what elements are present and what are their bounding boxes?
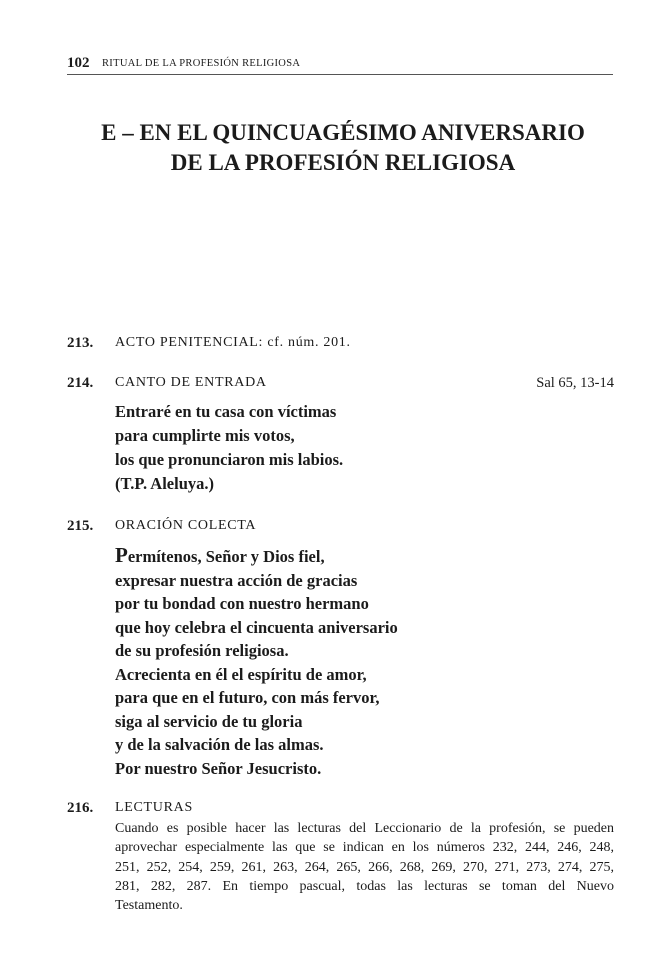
section-number-216: 216. bbox=[67, 800, 94, 816]
prayer-line: siga al servicio de tu gloria bbox=[115, 711, 303, 731]
prayer-line: de su profesión religiosa. bbox=[115, 641, 289, 660]
prayer-line: expresar nuestra acción de gracias bbox=[115, 570, 358, 590]
paragraph-line: 251, 252, 254, 259, 261, 263, 264, 265, 266, 268, 269, 270, 271, 273, 274, 275, bbox=[115, 859, 614, 875]
prayer-line: Acrecienta en él el espíritu de amor, bbox=[115, 664, 367, 684]
header-rule bbox=[67, 74, 613, 75]
section-number-215: 215. bbox=[67, 518, 94, 534]
paragraph-line: 281, 282, 287. En tiempo pascual, todas las lecturas se toman del Nuevo bbox=[115, 878, 614, 894]
psalm-reference: Sal 65, 13-14 bbox=[536, 375, 614, 391]
paragraph-line: Testamento. bbox=[115, 898, 183, 914]
prayer-line: y de la salvación de las almas. bbox=[115, 735, 324, 754]
entrance-antiphon bbox=[115, 400, 343, 496]
section-heading-215: ORACIÓN COLECTA bbox=[115, 518, 257, 533]
section-heading-216: LECTURAS bbox=[115, 800, 193, 815]
paragraph-line: aprovechar especialmente las que se indican en los números 232, 244, 246, 248, bbox=[115, 840, 614, 856]
section-heading-213: ACTO PENITENCIAL: cf. núm. 201. bbox=[115, 335, 351, 350]
antiphon-line: para cumplirte mis votos, bbox=[115, 426, 295, 445]
paragraph-line: Cuando es posible hacer las lecturas del Leccionario de la profesión, se pueden bbox=[115, 821, 614, 836]
prayer-line: para que en el futuro, con más fervor, bbox=[115, 688, 380, 707]
prayer-line: por tu bondad con nuestro hermano bbox=[115, 594, 369, 613]
antiphon-line: (T.P. Aleluya.) bbox=[115, 474, 215, 493]
chapter-title-line-2: DE LA PROFESIÓN RELIGIOSA bbox=[170, 150, 516, 175]
section-number-213: 213. bbox=[67, 335, 94, 351]
prayer-line: que hoy celebra el cincuenta aniversario bbox=[115, 617, 398, 637]
chapter-title-line-1: E – EN EL QUINCUAGÉSIMO ANIVERSARIO bbox=[101, 120, 585, 145]
collect-prayer bbox=[115, 545, 398, 780]
prayer-line: Por nuestro Señor Jesucristo. bbox=[115, 758, 322, 778]
antiphon-line: Entraré en tu casa con víctimas bbox=[115, 402, 337, 421]
readings-paragraph bbox=[115, 819, 614, 915]
prayer-line: Permítenos, Señor y Dios fiel, bbox=[115, 543, 325, 567]
page-number: 102 bbox=[67, 55, 90, 71]
section-heading-214: CANTO DE ENTRADA bbox=[115, 375, 267, 390]
section-number-214: 214. bbox=[67, 375, 94, 391]
antiphon-line: los que pronunciaron mis labios. bbox=[115, 450, 344, 469]
running-title: RITUAL DE LA PROFESIÓN RELIGIOSA bbox=[102, 58, 301, 69]
